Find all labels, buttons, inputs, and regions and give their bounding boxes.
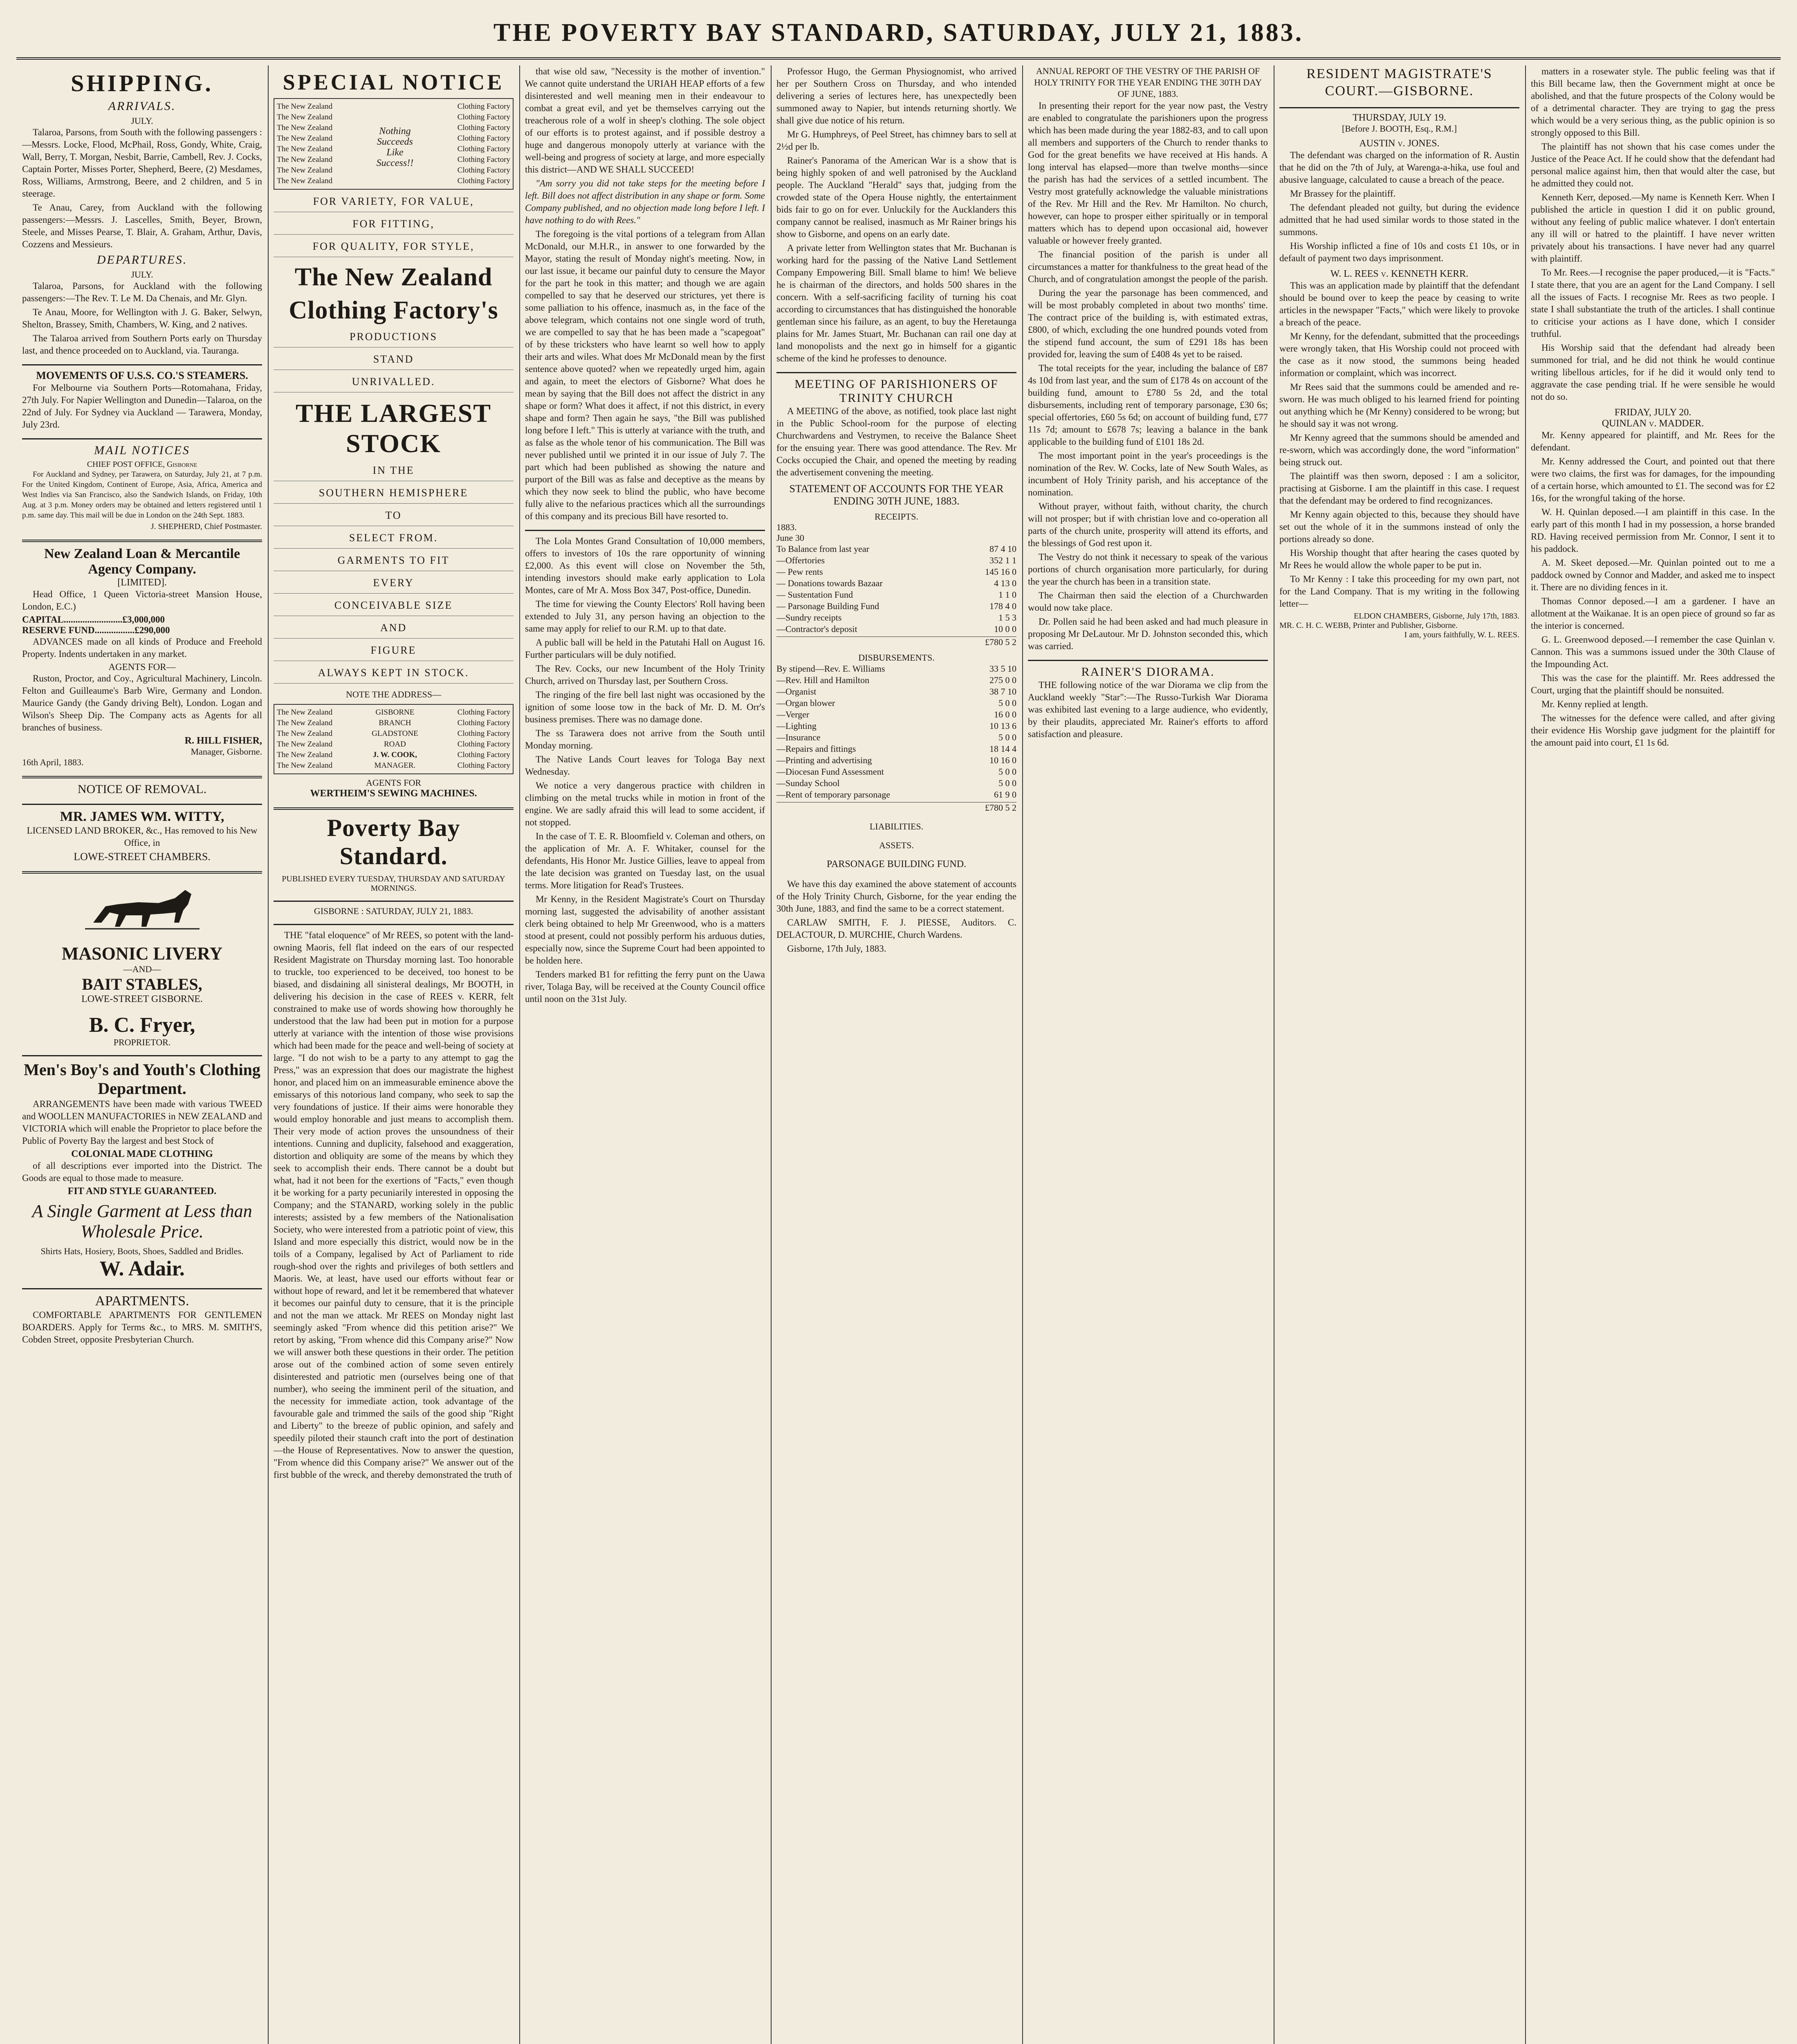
month-label: JULY. [131, 269, 153, 280]
divider [22, 871, 262, 874]
gladstone-label: GLADSTONE [372, 729, 418, 738]
divider [1028, 660, 1268, 661]
cf-label: Clothing Factory [457, 751, 510, 759]
rees-said-text: Mr Rees said that the summons could be amended and re-sworn. He was much obliged to his learned friend for pointing out anything which he (Mr Kenny) considered to be wrong; but he should say it was not wrong. [1279, 382, 1519, 429]
garments-line: GARMENTS TO FIT [274, 554, 514, 571]
rainers-text: THE following notice of the war Diorama we clip from the Auckland weekly "Star":—The Russo-Turkish War Diorama was exhibited last evening to a large audience, who evidently, by their plaudits, appreciated Mr. Rainer's efforts to afford satisfaction and pleasure. [1028, 680, 1268, 739]
worship-text-2: His Worship said that the defendant had already been summoned for trial, and he did not think he would continue writing libellous articles, for if he did it would only tend to aggravate the case pending trial. If he were sensible he would not do so. [1531, 343, 1775, 402]
objected-text: Mr Kenny again objected to this, because they should have set out the whole of it in the summons instead of only the portions already so done. [1279, 509, 1519, 544]
month-label: JULY. [131, 116, 153, 126]
every-line: EVERY [274, 577, 514, 594]
apartments-heading: APARTMENTS. [95, 1293, 189, 1309]
row-amount: 33 5 10 [989, 663, 1016, 674]
table-row [776, 623, 1016, 635]
greenwood-text: G. L. Greenwood deposed.—I remember the case Quinlan v. Cannon. This was a summons issued under the 30th Clause of the Impounding Act. [1531, 634, 1775, 669]
cocks-note: The Rev. Cocks, our new Incumbent of the Holy Trinity Church, arrived on Thursday last, per Southern Cross. [525, 663, 765, 686]
shirts-line: Shirts Hats, Hosiery, Boots, Shoes, Saddled and Bridles. [40, 1246, 244, 1256]
divider [274, 807, 514, 810]
removal-heading: NOTICE OF REMOVAL. [77, 782, 207, 796]
friday-label: FRIDAY, JULY 20. [1614, 407, 1692, 418]
paper-title: Poverty Bay Standard. [327, 814, 460, 870]
table-row [776, 778, 1016, 789]
table-row [776, 663, 1016, 675]
annual-heading: ANNUAL REPORT OF THE VESTRY OF THE PARISH OF HOLY TRINITY FOR THE YEAR ENDING THE 30TH DAY OF JUNE, 1883. [1034, 66, 1262, 99]
row-amount: 10 0 0 [994, 624, 1016, 634]
inthe-line: IN THE [274, 464, 514, 481]
row-amount: 145 16 0 [985, 567, 1016, 577]
to-kenny-text: To Mr Kenny : I take this proceeding for my own part, not for the Land Company. That is my writing in the following letter— [1279, 574, 1519, 609]
row-label: —Rev. Hill and Hamilton [776, 675, 870, 685]
cf-label: Clothing Factory [457, 719, 510, 727]
nz-label: The New Zealand [277, 719, 333, 727]
june-label: June 30 [776, 533, 804, 543]
divider [22, 364, 262, 365]
special-notice-heading: SPECIAL NOTICE [283, 70, 505, 94]
table-row [776, 601, 1016, 612]
receipts-total: £780 5 2 [776, 637, 1016, 648]
published-line: PUBLISHED EVERY TUESDAY, THURSDAY AND SATURDAY MORNINGS. [282, 874, 505, 893]
liabilities-heading: LIABILITIES. [869, 821, 924, 831]
cf-label: Clothing Factory [457, 166, 510, 175]
column-3 [519, 65, 771, 2044]
plaintiff-text: The plaintiff has not shown that his case comes under the Justice of the Peace Act. If he could show that the defendant had personal malice against him, then that would alter the case, but he admitted they could not. [1531, 141, 1775, 188]
rees-kerr-text: This was an application made by plaintiff that the defendant should be bound over to keep the peace by ceasing to write articles in the newspaper "Facts," which were likely to provoke a breach of the peace. [1279, 280, 1519, 327]
letter-to: MR. C. H. C. WEBB, Printer and Publisher, Gisborne. [1279, 621, 1458, 630]
year-label: 1883. [776, 522, 797, 532]
row-label: —Lighting [776, 721, 817, 731]
divider [1279, 107, 1519, 108]
fisher-role: Manager, Gisborne. [191, 746, 262, 757]
movements-text: For Melbourne via Southern Ports—Rotomahana, Friday, 27th July. For Napier Wellington and Dunedin—Talaroa, on the 22nd of July. For Sydney via Auckland — Tarawera, Monday, July 23rd. [22, 383, 262, 430]
private-letter: A private letter from Wellington states that Mr. Buchanan is working hard for the passing of the Native Land Settlement Company Empowering Bill. Small blame to him! We believe he is chairman of the directors, and holds 500 shares in the concern. With a self-sacrificing facility of turning his coat according to circumstances that has distinguished the honorable gentleman since his failure, as an agent, to buy the Heretaunga plains for Mr. James Stuart, Mr. Buchanan can rail one day at land monopolists and the next go in himself for a gigantic scheme of the kind he professes to denounce. [776, 243, 1016, 363]
kenny-note: Mr Kenny, in the Resident Magistrate's Court on Thursday morning last, suggested the advisability of another assistant clerk being obtained to help Mr Greenwood, who is a matters stood at present, could not possibly perform his arduous duties, especially now, since the Supreme Court had been appointed to be holden here. [525, 894, 765, 966]
court-note: The Native Lands Court leaves for Tologa Bay next Wednesday. [525, 754, 765, 777]
letter-signoff: I am, yours faithfully, W. L. REES. [1404, 630, 1519, 639]
cf-label: Clothing Factory [457, 113, 510, 121]
row-amount: 275 0 0 [989, 675, 1016, 685]
divider [22, 1288, 262, 1289]
row-label: —Repairs and fittings [776, 744, 856, 754]
row-label: —Diocesan Fund Assessment [776, 766, 884, 777]
nz-label: The New Zealand [277, 145, 333, 153]
mail-text: For Auckland and Sydney, per Tarawera, on Saturday, July 21, at 7 p.m. For the United Kingdom, Continent of Europe, Asia, Africa, America and West Indies via San Francisco, also the Sandwich Islands, on Friday, 10th Aug. at 3 p.m. Money orders may be obtained and letters registered until 1 p.m. same day. This mail will be due in London on the 24th Sept. 1883. [22, 470, 262, 520]
assets-heading: ASSETS. [879, 840, 914, 850]
tarawera-note: The ss Tarawera does not arrive from the South until Monday morning. [525, 728, 765, 751]
proprietor-label: PROPRIETOR. [113, 1037, 171, 1047]
figure-line: FIGURE [274, 644, 514, 661]
kerr-text: Kenneth Kerr, deposed.—My name is Kenneth Kerr. When I published the article in question I did it on public ground, without any feeling of public malice whatever. I don't entertain any ill will or hatred to the plaintiff. I have never written privately about his transactions. I have never had any quarrel with plaintiff. [1531, 192, 1775, 264]
shipping-heading: SHIPPING. [71, 70, 213, 96]
mail-signature: J. SHEPHERD, Chief Postmaster. [150, 522, 262, 531]
column-7 [1525, 65, 1781, 2044]
nz-label: The New Zealand [277, 708, 333, 717]
nz-label: The New Zealand [277, 166, 333, 175]
editorial-continued: that wise old saw, "Necessity is the mother of invention." We cannot quite understand the URIAH HEAP efforts of a few disinterested and well meaning men in their endeavour to combat a great evil, and yet be themselves carrying out the treacherous role of a wolf in sheep's clothing. The sole object of our efforts is to protest against, and if possible destroy a huge and dangerous monopoly utterly at variance with the well-being and progress of society at large, and more especially this district—AND WE SHALL SUCCEED! [525, 66, 765, 175]
important-text: The most important point in the year's proceedings is the nomination of the Rev. W. Cocks, late of New South Wales, as incumbent of Holy Trinity parish, and his acceptance of the nomination. [1028, 450, 1268, 498]
parsonage-text: During the year the parsonage has been commenced, and will be most probably completed in about two months' time. The contract price of the building is, with estimated extras, £800, of which, excluding the one hundred pounds voted from the stipend fund account, the sum of £291 18s has been provided for, leaving the sum of £408 4s yet to be raised. [1028, 288, 1268, 359]
before-label: [Before J. BOOTH, Esq., R.M.] [1342, 123, 1457, 134]
row-label: By stipend—Rev. E. Williams [776, 663, 885, 674]
row-label: —Contractor's deposit [776, 624, 857, 634]
departures-text-2: Te Anau, Moore, for Wellington with J. G. Baker, Selwyn, Shelton, Brassey, Smith, Chambers, W. King, and 2 natives. [22, 307, 262, 329]
nz-label: The New Zealand [277, 102, 333, 111]
rees-kerr-case: W. L. REES v. KENNETH KERR. [1330, 269, 1469, 279]
gisborne-label: GISBORNE [375, 708, 415, 717]
brassey-text: Mr Brassey for the plaintiff. [1290, 188, 1396, 199]
head-office: Head Office, 1 Queen Victoria-street Mansion House, London, E.C.) [22, 589, 262, 612]
arrivals-text-2: Te Anau, Carey, from Auckland with the following passengers:—Messrs. J. Lascelles, Smith, Beyer, Brown, Steele, and Misses Pearse, T. Blair, A. Graham, Arthur, Davis, Cozzens and Messieurs. [22, 202, 262, 249]
annual-text: In presenting their report for the year now past, the Vestry are enabled to congratulate the parishioners upon the progress which has been made during the year 1882-83, and to call upon all members and supporters of the Church to render thanks to God for the great benefits we have received at His hands. A long interval has elapsed—more than twelve months—since the parish has had the services of a settled incumbent. The Vestry most gratefully acknowledge the valuable ministrations of the Rev. Mr Hill and the Rev. Mr Hamilton. No church, however, can hope to prosper either spiritually or in temporal matters which has to depend upon occasional aid, however valuable or however freely granted. [1028, 101, 1268, 246]
reserve-line: RESERVE FUND.................£290,000 [22, 625, 170, 635]
always-line: ALWAYS KEPT IN STOCK. [274, 667, 514, 684]
sworn-text: The plaintiff was then sworn, deposed : I am a solicitor, practising at Gisborne. I am the plaintiff in this case. I request that the defendant may be ordered to find recognizances. [1279, 471, 1519, 506]
disbursements-table [776, 663, 1016, 800]
capital-line: CAPITAL.........................£3,000,000 [22, 614, 165, 625]
row-amount: 5 0 0 [998, 778, 1016, 788]
row-label: — Parsonage Building Fund [776, 601, 879, 611]
table-row [776, 578, 1016, 589]
nzloan-title: New Zealand Loan & Mercantile Agency Company. [44, 546, 240, 577]
row-label: —Insurance [776, 732, 821, 742]
table-row [776, 697, 1016, 709]
table-row [776, 709, 1016, 720]
lowe-chambers: LOWE-STREET CHAMBERS. [74, 851, 211, 863]
editorial-text: THE "fatal eloquence" of Mr REES, so potent with the land-owning Maoris, fell flat indeed on the ears of our respected Resident Magistrate on Thursday morning last. Too honorable to truckle, too experienced to be deceived, too honest to be biased, and disdaining all sinisteral dealings, Mr BOOTH, in delivering his decision in the case of REES v. KERR, felt constrained to make use of words showing how thoroughly he understood that the law had been put in motion for a purpose utterly at variance with the intention of those wise provisions which had been made for the peace and well-being of society at large. "I do not wish to be a party to any attempt to gag the Press," was an expression that does our magistrate the highest honor, and placed him on an immeasurable eminence above the emissarys of this notorious land company, who seek to sap the very foundations of justice. If their aims were honorable they would employ honorable and just means to accomplish them. Their very mode of action proves the unsoundness of their intentions. Cunning and duplicity, falsehood and exaggeration, distortion and obliquity are some of the means by which they seek to accomplish their ends. There cannot be a doubt but what, had it not been for the exertions of "Facts," even though it be working for a party pecuniarily interested in opposing the Company; and the STANARD, working solely in the public interests; assisted by a few members of the Nationalisation Society, who were interested from a patriotic point of view, this Island and more especially this district, would now be in the toils of a Company, legalised by Act of Parliament to ride rough-shod over the rights and privileges of both settlers and Maoris. We, at least, have used our efforts without fear or without hope of reward, and let it be remembered that whatever it becomes our painful duty to censure, that it is the principle and not the man we attack. Mr REES on Monday night last seemingly asked "From whence did this petition arise?" We retort by asking, "From whence did this Company arise?" Now we will answer both these questions in their order. The petition arose out of the combined action of some seven entirely disinterested and patriotic men (ourselves being one of that number), who seeing the imminent peril of the situation, and the necessity for immediate action, took advantage of the favourable gale and trimmed the sails of the good ship "Right and Liberty" to the breeze of public opinion, and safely and speedily piloted their staunch craft into the port of destination—the House of Representatives. Now to answer the question, "From whence did this Company arise?" We answer out of the first bubble of the wreck, and thereby demonstrated the truth of [274, 930, 514, 1480]
table-row [776, 686, 1016, 697]
row-amount: 4 13 0 [994, 578, 1016, 588]
cf-label: Clothing Factory [457, 102, 510, 111]
row-label: —Sundry receipts [776, 612, 842, 623]
agents-text: Ruston, Proctor, and Coy., Agricultural Machinery, Lincoln. Felton and Guilleaume's Barb Wire, Germany and London. Maurice Gandy (the Gandy driving Belt), London. Logan and Wilson's Sheep Dip. The Company acts as Agents for all branches of business. [22, 673, 262, 733]
stand-line: STAND [274, 353, 514, 370]
parsonage-heading: PARSONAGE BUILDING FUND. [826, 859, 967, 870]
thenz-title: The New Zealand [294, 263, 493, 291]
horse-icon [81, 882, 204, 935]
roll-note: The time for viewing the County Electors' Roll having been extended to July 31, any person having an objection to the same may apply for relief to our R.M. up to that date. [525, 599, 765, 634]
letter-header: ELDON CHAMBERS, Gisborne, July 17th, 1883. [1353, 612, 1519, 621]
and-label: —AND— [123, 964, 161, 974]
agreed-text: Mr Kenny agreed that the summons should be amended and re-sworn, which was accordingly done, the word "information" being struck out. [1279, 433, 1519, 467]
column-5 [1022, 65, 1274, 2044]
table-row [776, 589, 1016, 601]
trucks-note: We notice a very dangerous practice with children in climbing on the metal trucks while in motion in front of the engine. We are sadly afraid this will lead to some accident, if not stopped. [525, 780, 765, 827]
ball-note: A public ball will be held in the Patutahi Hall on August 16. Further particulars will be duly notified. [525, 637, 765, 660]
branch-label: BRANCH [379, 719, 411, 727]
meeting-text: A MEETING of the above, as notified, took place last night in the Public School-room for the purpose of electing Churchwardens and Vestrymen, to receive the Balance Sheet for the ensuing year. There was good attendance. The Rev. Mr Cocks occupied the Chair, and opened the meeting by reading the advertisement convening the meeting. [776, 406, 1016, 477]
colonial-heading: COLONIAL MADE CLOTHING [71, 1149, 213, 1159]
row-amount: 5 0 0 [998, 732, 1016, 742]
row-amount: 18 14 4 [989, 744, 1016, 754]
nothing-succeeds: Nothing Succeeds Like Success!! [376, 126, 414, 168]
row-label: —Offertories [776, 555, 825, 565]
row-label: —Organ blower [776, 698, 835, 708]
disbursements-heading: DISBURSEMENTS. [858, 652, 935, 663]
row-label: —Verger [776, 709, 810, 719]
row-amount: 38 7 10 [989, 686, 1016, 697]
colonial-text: of all descriptions ever imported into the District. The Goods are equal to those made to measure. [22, 1161, 262, 1183]
conceivable-line: CONCEIVABLE SIZE [274, 599, 514, 616]
meeting-heading: MEETING OF PARISHIONERS OF TRINITY CHURCH [794, 377, 998, 405]
limited-label: [LIMITED]. [117, 577, 167, 588]
nz-label: The New Zealand [277, 113, 333, 121]
productions-line: PRODUCTIONS [274, 331, 514, 347]
row-label: — Pew rents [776, 567, 823, 577]
loan-date: 16th April, 1883. [22, 757, 84, 767]
masonic-title: MASONIC LIVERY [61, 944, 223, 964]
col7-text: matters in a rosewater style. The public feeling was that if this Bill became law, then the Government might at once be abolished, and that the future prospects of the Colony would be of a detrimental character. They are trying to gag the press which would be a very serious thing, as the public opinion is so strongly opposed to this Bill. [1531, 66, 1775, 138]
cook-label: J. W. COOK, [372, 751, 417, 759]
row-amount: 5 0 0 [998, 698, 1016, 708]
auditors: CARLAW SMITH, F. J. PIESSE, Auditors. C. DELACTOUR, D. MURCHIE, Church Wardens. [776, 917, 1016, 940]
row-amount: 178 4 0 [989, 601, 1016, 611]
lola-note: The Lola Montes Grand Consultation of 10,000 members, offers to investors of 10s the rare opportunity of winning £2,000. As this event will close on November the 5th, intending investors should make early application to Lola Montes, care of Mr A. Moss Box 347, Post-office, Dunedin. [525, 536, 765, 595]
judgment-text: The witnesses for the defence were called, and after giving their evidence His Worship gave judgment for the plaintiff for the amount paid into court, £1 1s 6d. [1531, 713, 1775, 748]
talaroa-note: The Talaroa arrived from Southern Ports early on Thursday last, and thence proceeded on to Auckland, via. Tauranga. [22, 333, 262, 356]
special-notice-box [274, 98, 514, 190]
cf-label: Clothing Factory [457, 177, 510, 185]
cf-label: Clothing Factory [457, 155, 510, 164]
variety-line: FOR VARIETY, FOR VALUE, [274, 195, 514, 212]
mens-heading: Men's Boy's and Youth's Clothing Department. [24, 1060, 260, 1098]
bait-title: BAIT STABLES, [82, 975, 202, 993]
wertheim: WERTHEIM'S SEWING MACHINES. [310, 788, 477, 799]
disbursements-total: £780 5 2 [776, 802, 1016, 813]
row-amount: 10 13 6 [989, 721, 1016, 731]
rainers-heading: RAINER'S DIORAMA. [1081, 665, 1215, 679]
divider [274, 924, 514, 925]
austin-case: AUSTIN v. JONES. [1359, 138, 1440, 149]
row-amount: 1 5 3 [998, 612, 1016, 623]
row-label: To Balance from last year [776, 544, 869, 554]
table-row [776, 720, 1016, 732]
cf-label: Clothing Factory [457, 123, 510, 132]
to-line: TO [274, 509, 514, 526]
row-label: — Sustentation Fund [776, 589, 853, 600]
table-row [776, 612, 1016, 623]
quinlan-text: Mr. Kenny appeared for plaintiff, and Mr. Rees for the defendant. [1531, 430, 1775, 453]
agents-for: AGENTS FOR [366, 778, 422, 788]
nz-label: The New Zealand [277, 740, 333, 749]
column-2 [268, 65, 519, 2044]
editorial-text-2: The foregoing is the vital portions of a telegram from Allan McDonald, our M.H.R., in answer to one forwarded by the Mayor, stating the result of Monday night's meeting. Now, in our last issue, it became our painful duty to censure the Mayor for the part he took in this matter; and though we are again compelled to say that he deserved our strictures, yet there is some palliation to his offence, inasmuch as, in the face of the above telegram, which contains not one single word of truth, we are compelled to say that he has been made a "scapegoat" of by these tricksters who have learnt so well how to apply their arts and wiles. What does Mr McDonald mean by the first sentence above quoted? when we repeatedly urged him, again and again, to meet the electors of Gisborne? What does he mean by saying that the Bill does not affect the district in any shape or form? What does it affect, if not this district, in every shape and form? Then again he says, "the Bill was published long before I left." This is utterly at variance with the truth, and as false as the whole tenor of his communication. The Bill was never published until we printed it in our issue of July 7. The part which had been published as showing the nature and purport of the Bill was as false and deceptive as the means by which they now seek to blind the public, who have become fully alive to the nefarious practices which all the surroundings of this company and its precious Bill have resorted to. [525, 229, 765, 521]
nz-label: The New Zealand [277, 751, 333, 759]
receipts-heading: RECEIPTS. [875, 511, 918, 522]
tenders-note: Tenders marked B1 for refitting the ferry punt on the Uawa river, Tolaga Bay, will be received at the County Council office until noon on the 31st July. [525, 969, 765, 1004]
pleaded-text: The defendant pleaded not guilty, but during the evidence admitted that he had used similar words to those stated in the summons. [1279, 202, 1519, 237]
select-line: SELECT FROM. [274, 532, 514, 549]
arrivals-text: Talaroa, Parsons, from South with the following passengers :—Messrs. Locke, Flood, McPhail, Ross, Gondy, White, Craig, Wall, Berry, T. Morgan, Nesbit, Barrie, Cambell, Rev. J. Cocks, Captain Porter, Misses Porter, Shepherd, Beere, (2) Mesdames, Ross, Williams, Armstrong, Beere, and 2 children, and 5 in steerage. [22, 127, 262, 199]
table-row [776, 766, 1016, 778]
austin-text: The defendant was charged on the information of R. Austin that he did on the 7th of July, at Warenga-a-hika, use foul and abusive language, calculated to cause a breach of the peace. [1279, 150, 1519, 185]
advances-text: ADVANCES made on all kinds of Produce and Freehold Property. Indents undertaken in any market. [22, 637, 262, 659]
kenny-for-text: Mr Kenny, for the defendant, submitted that the proceedings were wrongly taken, that His Worship could not proceed with the case as it now stood, the summons being headed information or complaint, which was incorrect. [1279, 331, 1519, 378]
departures-heading: DEPARTURES. [96, 253, 188, 267]
table-row [776, 675, 1016, 686]
nz-label: The New Zealand [277, 155, 333, 164]
humphreys-note: Mr G. Humphreys, of Peel Street, has chimney bars to sell at 2½d per lb. [776, 129, 1016, 152]
table-row [776, 566, 1016, 578]
fitting-line: FOR FITTING, [274, 218, 514, 235]
row-label: —Sunday School [776, 778, 840, 788]
single-garment: A Single Garment at Less than Wholesale Price. [32, 1201, 252, 1242]
cf-label: Clothing Factory [457, 729, 510, 738]
cf-label: Clothing Factory [457, 708, 510, 717]
rainer-note: Rainer's Panorama of the American War is a show that is being highly spoken of and well patronised by the Auckland people. The Auckland "Herald" says that, judging from the crowded state of the Opera House nightly, the entertainment bids fair to go on for ever. Unluckily for the Aucklanders this company cannot be realised, inasmuch as Mr Rainer brings his show to Gisborne, and opens on an early date. [776, 155, 1016, 239]
apartments-text: COMFORTABLE APARTMENTS FOR GENTLEMEN BOARDERS. Apply for Terms &c., to MRS. M. SMITH'S, Cobden Street, opposite Presbyterian Church. [22, 1310, 262, 1345]
mail-subheading: CHIEF POST OFFICE, Gisborne [87, 460, 197, 469]
thomas-text: Thomas Connor deposed.—I am a gardener. I have an allotment at the Waikanae. It is an open piece of ground so far as the interior is concerned. [1531, 596, 1775, 631]
financial-text: The financial position of the parish is under all circumstances a matter for thankfulness to the great head of the Church, and of congratulation amongst the people of the parish. [1028, 249, 1268, 284]
nz-label: The New Zealand [277, 761, 333, 770]
court-heading: RESIDENT MAGISTRATE'S COURT.—GISBORNE. [1306, 66, 1492, 99]
table-row [776, 543, 1016, 555]
masthead [16, 12, 1781, 60]
fryer-name: B. C. Fryer, [89, 1013, 195, 1037]
divider [22, 1055, 262, 1056]
row-amount: 61 9 0 [994, 789, 1016, 800]
row-label: —Printing and advertising [776, 755, 872, 765]
column-6 [1274, 65, 1525, 2044]
rees-text: To Mr. Rees.—I recognise the paper produced,—it is "Facts." I state there, that you are an agent for the Land Company. I sell all the issues of Facts. I recognise Mr. Rees as two people. I state I shall substantiate the truth of the articles. I shall continue to criticise your actions as I have done, which I consider truthful. [1531, 267, 1775, 339]
note-address: NOTE THE ADDRESS— [345, 689, 442, 699]
receipts-text: The total receipts for the year, including the balance of £87 4s 10d from last year, and the sum of £178 4s on account of the building fund, amount to £780 5s 2d, and the total disbursements, including rent of temporary parsonage, £30 6s; special offertories, £60 5s 6d; on account of building fund, £77 11s 7d; amount to £678 7s; leaving a balance in the bank applicable to the building fund of £101 18s 2d. [1028, 363, 1268, 447]
bloomfield-note: In the case of T. E. R. Bloomfield v. Coleman and others, on the application of Mr. A. F. Whitaker, counsel for the defendants, His Honor Mr. Justice Gillies, leave to appeal from the late decision was granted on Tuesday last, on the usual terms. More litigation for Read's Trustees. [525, 831, 765, 890]
telegram-quote: "Am sorry you did not take steps for the meeting before I left. Bill does not affect distribution in any shape or form. Some Company published, and no objection made long before I left. I have nothing to do with Rees." [525, 178, 765, 225]
column-1 [16, 65, 268, 2044]
divider [22, 776, 262, 778]
witty-name: MR. JAMES WM. WITTY, [60, 809, 224, 824]
lowe-gisborne: LOWE-STREET GISBORNE. [81, 994, 203, 1004]
quinlan-case: QUINLAN v. MADDER. [1602, 418, 1704, 429]
departures-text: Talaroa, Parsons, for Auckland with the following passengers:—The Rev. T. Le M. Da Chenais, and Mr. Glyn. [22, 281, 262, 303]
masthead-title: THE POVERTY BAY STANDARD, SATURDAY, JULY 21, 1883. [493, 19, 1304, 47]
divider [274, 901, 514, 902]
bell-note: The ringing of the fire bell last night was occasioned by the ignition of some loose tow in the back of Mr. D. M. Orr's business premises. There was no damage done. [525, 690, 765, 724]
divider [525, 530, 765, 531]
southern-line: SOUTHERN HEMISPHERE [274, 487, 514, 504]
without-text: Without prayer, without faith, without charity, the church will not prosper; but if with christian love and co-operation all parts of the church unite, prosperity will attend its efforts, and the blessings of God rest upon it. [1028, 501, 1268, 548]
examined-text: We have this day examined the above statement of accounts of the Holy Trinity Church, Gisborne, for the year ending the 30th June, 1883, and find the same to be a correct statement. [776, 879, 1016, 914]
skeet-text: A. M. Skeet deposed.—Mr. Quinlan pointed out to me a paddock owned by Connor and Madder, and asked me to inspect it. There are no dividing fences in it. [1531, 558, 1775, 592]
largest-stock: THE LARGEST STOCK [295, 399, 492, 458]
election-text: Dr. Pollen said he had been asked and had much pleasure in proposing Mr DeLautour. Mr D. Johnston seconded this, which was carried. [1028, 616, 1268, 651]
unrivalled-line: UNRIVALLED. [274, 376, 514, 392]
table-row [776, 755, 1016, 766]
cf-label: Clothing Factory [457, 145, 510, 153]
thursday-label: THURSDAY, JULY 19. [1353, 112, 1446, 123]
movements-heading: MOVEMENTS OF U.S.S. CO.'S STEAMERS. [36, 370, 248, 381]
fit-line: FIT AND STYLE GUARANTEED. [67, 1186, 217, 1197]
nz-label: The New Zealand [277, 134, 333, 143]
factorys-title: Clothing Factory's [289, 296, 498, 324]
witty-text: LICENSED LAND BROKER, &c., Has removed to his New Office, in [27, 825, 258, 848]
chairman-text: The Chairman then said the election of a Churchwarden would now take place. [1028, 590, 1268, 613]
inflicted-text: His Worship inflicted a fine of 10s and costs £1 10s, or in default of payment two days imprisonment. [1279, 241, 1519, 263]
cf-label: Clothing Factory [457, 740, 510, 749]
address-box [274, 704, 514, 774]
kenny-replied: Mr. Kenny replied at length. [1541, 699, 1648, 709]
column-4 [771, 65, 1022, 2044]
divider [776, 372, 1016, 373]
nz-label: The New Zealand [277, 177, 333, 185]
row-label: —Rent of temporary parsonage [776, 789, 890, 800]
nz-label: The New Zealand [277, 729, 333, 738]
statement-heading: STATEMENT OF ACCOUNTS FOR THE YEAR ENDING 30TH JUNE, 1883. [789, 483, 1004, 507]
manager-label: MANAGER. [374, 761, 416, 770]
receipts-table [776, 543, 1016, 635]
row-amount: 10 16 0 [989, 755, 1016, 765]
mail-heading: MAIL NOTICES [94, 444, 190, 457]
adair-name: W. Adair. [99, 1257, 185, 1280]
divider [22, 804, 262, 805]
hugo-note: Professor Hugo, the German Physiognomist, who arrived her per Southern Cross on Thursday, and who intended delivering a series of lectures here, has unexpectedly been summoned away to Napier, but intends returning shortly. We shall give due notice of his return. [776, 66, 1016, 126]
fisher-name: R. HILL FISHER, [184, 735, 262, 746]
row-label: —Organist [776, 686, 817, 697]
row-amount: 16 0 0 [994, 709, 1016, 719]
table-row [776, 732, 1016, 743]
road-label: ROAD [384, 740, 406, 749]
quality-line: FOR QUALITY, FOR STYLE, [274, 240, 514, 257]
worship-text: His Worship thought that after hearing the cases quoted by Mr Rees he would allow the whole paper to be put in. [1279, 548, 1519, 570]
nz-label: The New Zealand [277, 123, 333, 132]
arrivals-heading: ARRIVALS. [108, 99, 176, 113]
row-amount: 5 0 0 [998, 766, 1016, 777]
divider [22, 438, 262, 439]
and-line: AND [274, 622, 514, 639]
dateline: GISBORNE : SATURDAY, JULY 21, 1883. [314, 906, 473, 916]
cf-label: Clothing Factory [457, 761, 510, 770]
agents-heading: AGENTS FOR— [108, 662, 176, 672]
vestry-text: The Vestry do not think it necessary to speak of the various portions of church organisation more particularly, for during the year the church has been in a transition state. [1028, 552, 1268, 587]
addressed-text: Mr. Kenny addressed the Court, and pointed out that there were two claims, the first was for damages, for the impounding of a certain horse, which amounted to £1. The second was for £2 16s, for the wrongful taking of the horse. [1531, 456, 1775, 503]
columns [16, 65, 1781, 2044]
wh-text: W. H. Quinlan deposed.—I am plaintiff in this case. In the early part of this month I had in my possession, a horse branded RD. Having received permission from Mr. Connor, I sent it to his paddock. [1531, 507, 1775, 554]
table-row [776, 555, 1016, 566]
row-label: — Donations towards Bazaar [776, 578, 883, 588]
table-row [776, 789, 1016, 800]
statement-signature: Gisborne, 17th July, 1883. [787, 944, 886, 954]
cf-label: Clothing Factory [457, 134, 510, 143]
cost-text: This was the case for the plaintiff. Mr. Rees addressed the Court, urging that the plaintiff should be nonsuited. [1531, 673, 1775, 695]
divider [22, 540, 262, 542]
arrangements-text: ARRANGEMENTS have been made with various TWEED and WOOLLEN MANUFACTORIES in NEW ZEALAND and VICTORIA which will enable the Proprietor to place before the Public of Poverty Bay the largest and best Stock of [22, 1099, 262, 1146]
table-row [776, 743, 1016, 755]
row-amount: 1 1 0 [998, 589, 1016, 600]
row-amount: 352 1 1 [989, 555, 1016, 565]
row-amount: 87 4 10 [989, 544, 1016, 554]
